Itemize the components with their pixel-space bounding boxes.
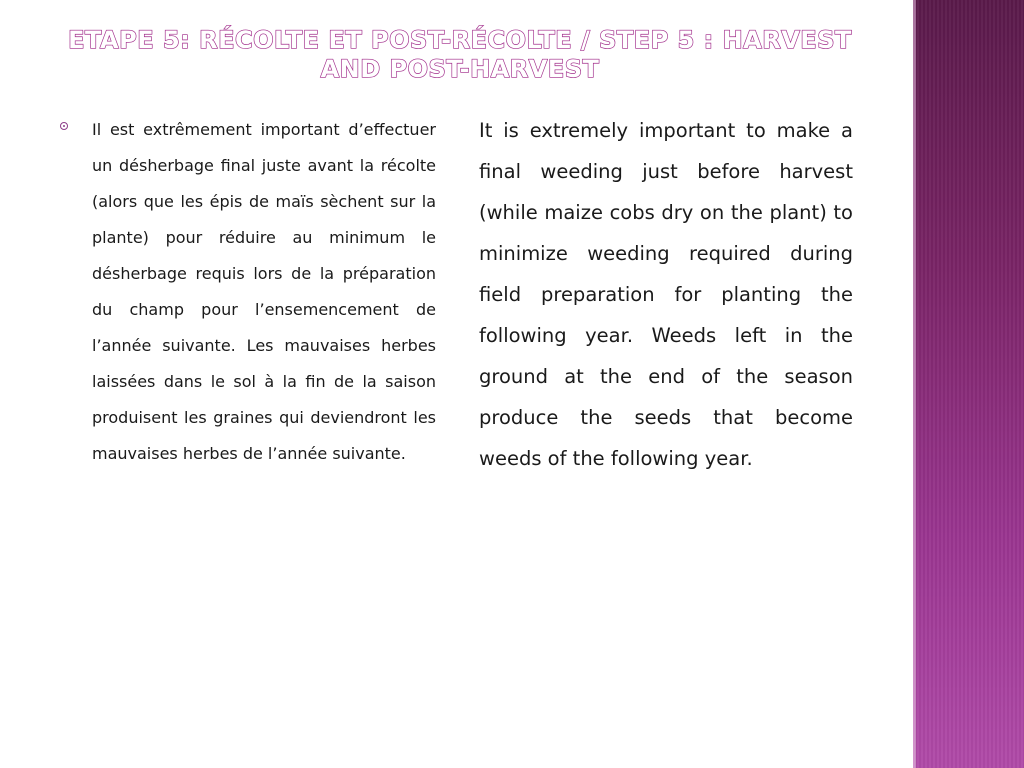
french-column	[60, 112, 436, 472]
english-paragraph: It is extremely important to make a final weeding just before harvest (while maize cobs dry on the plant) to minimize weeding required during field preparation for planting the following year. Weeds left in the ground at the end of the season produce the seeds that become weeds of the following year.	[479, 119, 853, 470]
french-paragraph: Il est extrêmement important d’effectuer un désherbage final juste avant la récolte (alors que les épis de maïs sèchent sur la plante) pour réduire au minimum le désherbage requis lors de la préparation du champ pour l’ensemencement de l’année suivante. Les mauvaises herbes laissées dans le sol à la fin de la saison produisent les graines qui deviendront les mauvaises herbes de l’année suivante.	[92, 120, 436, 463]
english-column	[479, 110, 853, 479]
slide-title: ETAPE 5: RÉCOLTE ET POST-RÉCOLTE / STEP 5 : HARVEST AND POST-HARVEST	[68, 26, 852, 83]
decorative-side-band	[913, 0, 1024, 768]
circle-bullet-icon	[60, 122, 68, 130]
